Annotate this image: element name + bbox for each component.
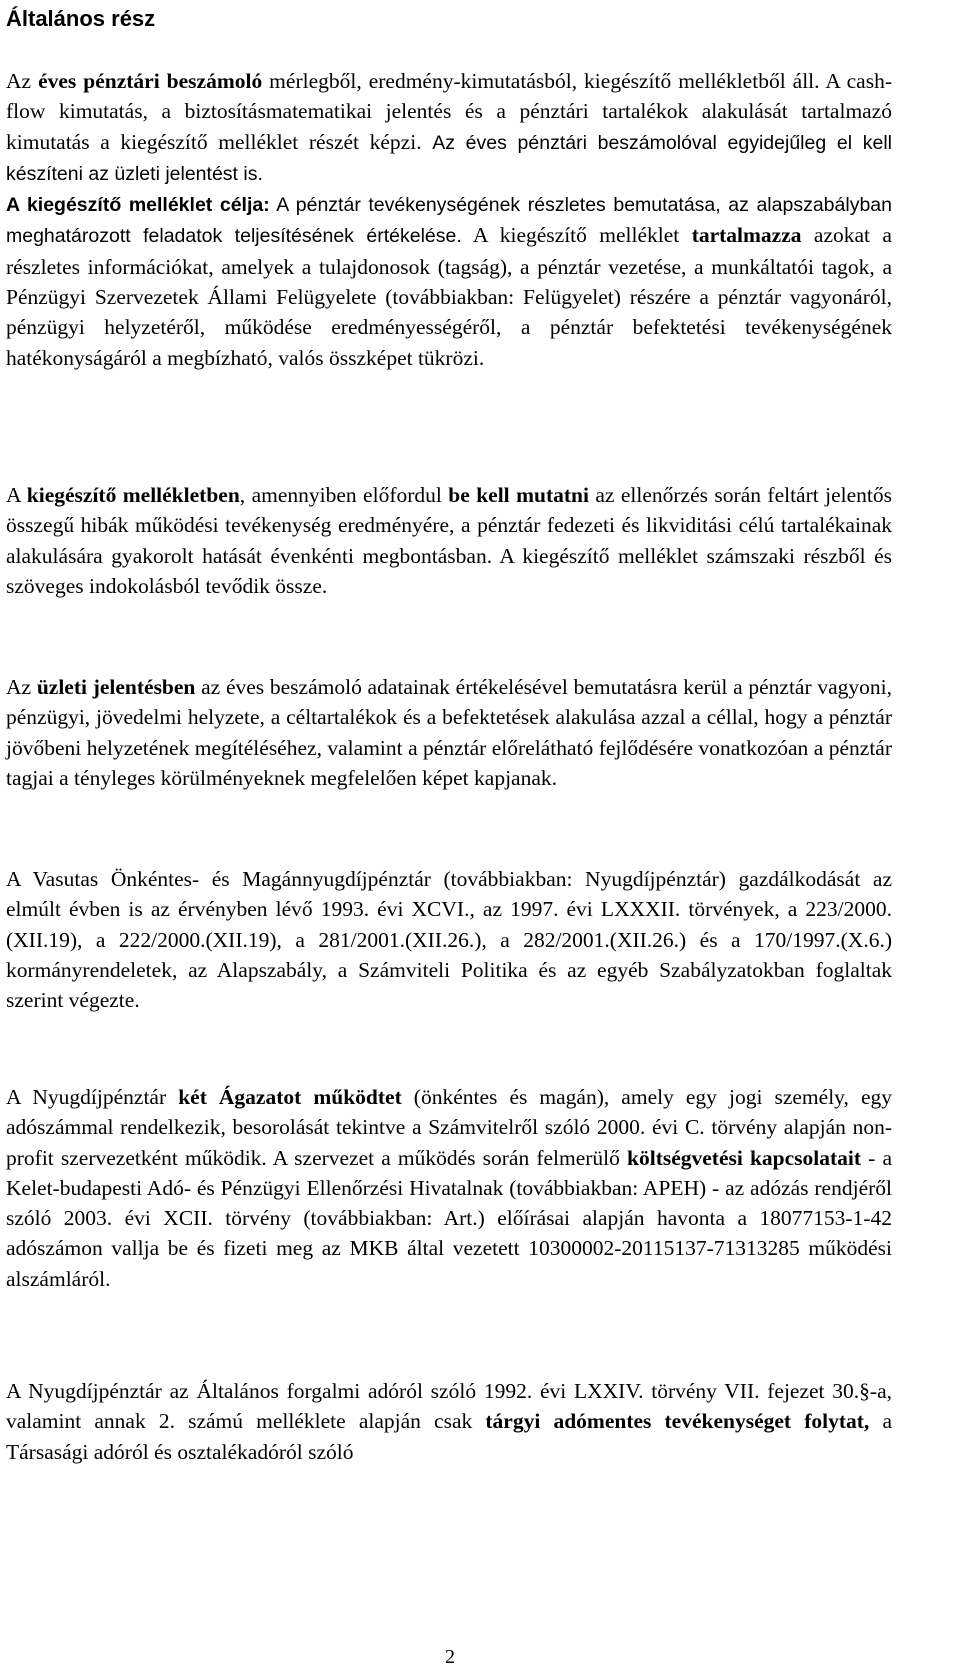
text-run: az éves beszámoló adatainak értékelésével bemutatásra kerül a pénztár vagyoni, pénzügyi, jövedelmi helyzete, a céltartalékok és a befektetések alakulása azzal a céllal, hogy a pénztár jövőbeni helyzetének megítéléséhez, valamint a pénztár előrelátható fejlődésére vonatkozóan a pénztár tagjai a tényleges körülményeknek megfelelően képet kapjanak. bbox=[6, 675, 892, 790]
text-run: A kiegészítő melléklet bbox=[461, 223, 692, 248]
text-run-bold: tárgyi adómentes tevékenységet folytat, bbox=[485, 1409, 870, 1434]
text-run: (önkéntes és magán), amely egy jogi személy, egy adószámmal rendelkezik, besorolását tekintve a Számvitelről szóló 2000. évi C. törvény alapján non-profit szervezetként működik. A szervezet a működés során felmerülő bbox=[6, 1085, 893, 1170]
text-run-sans-bold: A kiegészítő melléklet célja: bbox=[6, 194, 270, 217]
paragraph-vat bbox=[6, 1376, 892, 1467]
text-run: azokat a részletes információkat, amelyek a tulajdonosok (tagság), a pénztár vezetése, a munkáltatói tagok, a Pénzügyi Szervezetek Állami Felügyelete (továbbiakban: Felügyelet) részére a pénztár vagyonáról, pénzügyi helyzetéről, működése eredményességéről, a pénztár befektetési tevékenységének hatékonyságáról a megbízható, valós összképet tükrözi. bbox=[6, 223, 892, 370]
text-run-bold: két Ágazatot működtet bbox=[178, 1085, 402, 1109]
text-run-bold: éves pénztári beszámoló bbox=[38, 69, 263, 93]
text-run: mérlegből, eredmény-kimutatásból, kiegészítő mellékletből áll. A cash-flow kimutatás, a biztosításmatematikai jelentés és a pénztári tartalékok alakulását tartalmazó kimutatás a kiegészítő melléklet részét képzi. bbox=[6, 69, 893, 154]
text-run-sans: Az éves pénztári beszámolóval egyidejűleg el kell készíteni az üzleti jelentést is. bbox=[6, 131, 892, 185]
text-run: a Társasági adóról és osztalékadóról szóló bbox=[6, 1409, 892, 1464]
text-run: Az bbox=[6, 69, 39, 93]
text-run: az ellenőrzés során feltárt jelentős összegű hibák működési tevékenység eredményére, a pénztár fedezeti és likviditási célú tartalékainak alakulására gyakorolt hatását évenkénti megbontásban. A kiegészítő melléklet számszaki részből és szöveges indokolásból tevődik össze. bbox=[6, 483, 893, 598]
text-run-sans: A pénztár tevékenységének részletes bemutatása, az alapszabályban meghatározott feladatok teljesítésének értékelése. bbox=[6, 194, 892, 248]
paragraph-supplementary-notes bbox=[6, 480, 892, 601]
text-run: A Nyugdíjpénztár az Általános forgalmi adóról szóló 1992. évi LXXIV. törvény VII. fejezet 30.§-a, valamint annak 2. számú melléklete alapján csak bbox=[6, 1379, 892, 1434]
paragraph-branches bbox=[6, 1082, 892, 1294]
text-run: A Nyugdíjpénztár bbox=[6, 1085, 179, 1109]
text-run: A Vasutas Önkéntes- és Magánnyugdíjpénztár (továbbiakban: Nyugdíjpénztár) gazdálkodását az elmúlt évben is az érvényben lévő 1993. évi XCVI., az 1997. évi LXXXII. törvények, a 223/2000.(XII.19), a 222/2000.(XII.19), a 281/2001.(XII.26.), a 282/2001.(XII.26.) és a 170/1997.(X.6.) kormányrendeletek, az Alapszabály, a Számviteli Politika és az egyéb Szabályzatokban foglaltak szerint végezte. bbox=[6, 867, 892, 1013]
text-run-bold: költségvetési kapcsolatait bbox=[627, 1145, 862, 1170]
text-run: - a Kelet-budapesti Adó- és Pénzügyi Ellenőrzési Hivatalnak (továbbiakban: APEH) - az adózás rendjéről szóló 2003. évi XCII. törvény (továbbiakban: Art.) előírásai alapján havonta a 18077153-1-42 adószámon vallja be és fizeti meg az MKB által vezetett 10300002-20115137-71313285 működési alszámláról. bbox=[6, 1145, 892, 1291]
text-run-bold: tartalmazza bbox=[691, 223, 802, 248]
paragraph-legal-basis bbox=[6, 864, 892, 1015]
text-run-bold: kiegészítő mellékletben bbox=[26, 483, 240, 507]
text-run: Az bbox=[6, 675, 37, 699]
text-run: A bbox=[6, 483, 27, 507]
section-heading: Általános rész bbox=[6, 6, 156, 31]
text-run-bold: be kell mutatni bbox=[448, 483, 589, 507]
text-run-bold: üzleti jelentésben bbox=[36, 675, 196, 699]
page-number: 2 bbox=[445, 1646, 455, 1668]
text-run: , amennyiben előfordul bbox=[239, 483, 449, 507]
paragraph-business-report bbox=[6, 672, 892, 793]
paragraph-annual-report bbox=[6, 66, 892, 373]
